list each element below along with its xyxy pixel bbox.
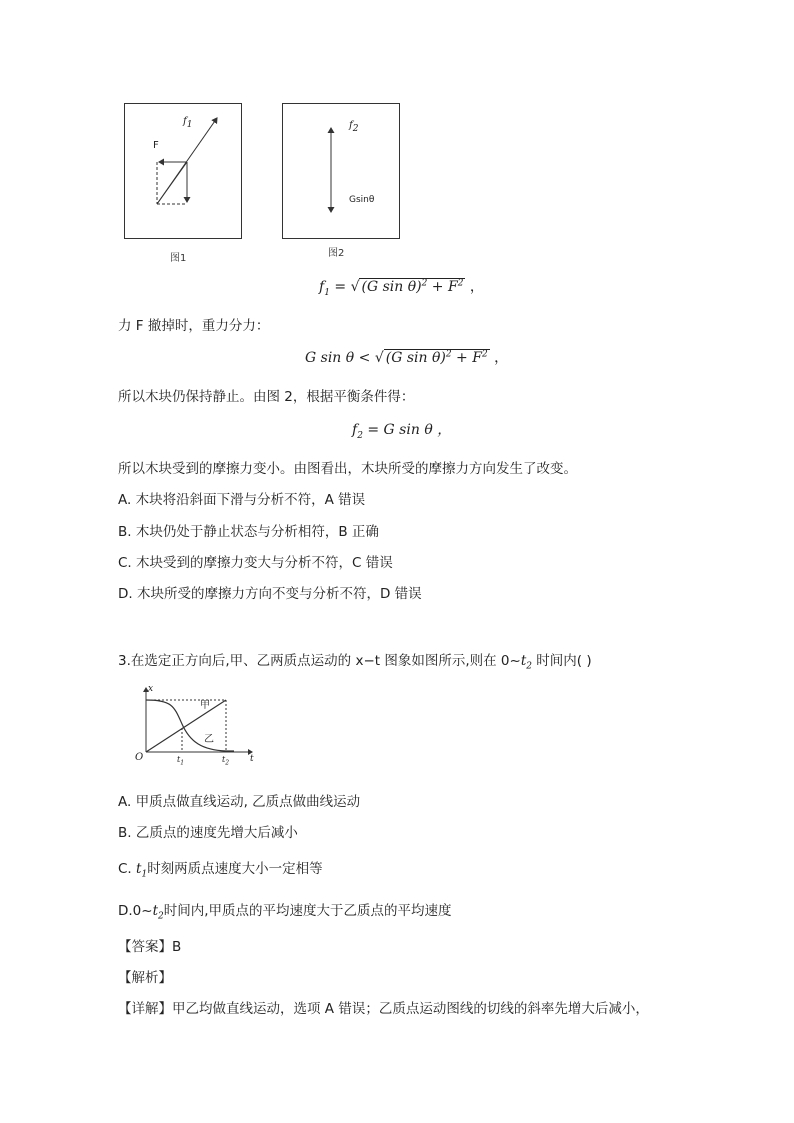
q3-option-b: B. 乙质点的速度先增大后减小 [118, 825, 298, 841]
text-friction: 所以木块受到的摩擦力变小。由图看出，木块所受的摩擦力方向发生了改变。 [118, 461, 577, 477]
sqrt-symbol-1: √ [350, 279, 360, 295]
graph-t2-sub: 2 [225, 759, 230, 767]
graph-label-jia: 甲 [200, 700, 210, 711]
analysis-heading: 【解析】 [118, 970, 172, 986]
analysis-option-a: A. 木块将沿斜面下滑与分析不符，A 错误 [118, 492, 366, 508]
formula-inequality [305, 347, 508, 367]
q3-option-c-suffix: 时刻两质点速度大小一定相等 [147, 861, 323, 877]
formula-2-sup2: 2 [481, 349, 488, 360]
q3-option-d [118, 899, 452, 922]
formula-1-eq: = [329, 279, 351, 295]
formula-1-sup1: 2 [421, 278, 428, 289]
figure-1-label-f1 [183, 116, 192, 130]
formula-1-plus: + F [427, 279, 458, 295]
figure-1-caption: 图1 [170, 253, 187, 264]
formula-1-inner: (G sin θ) [361, 279, 422, 295]
analysis-option-b: B. 木块仍处于静止状态与分析相符，B 正确 [118, 524, 379, 540]
text-static: 所以木块仍保持静止。由图 2，根据平衡条件得： [118, 389, 415, 405]
detail-text: 甲乙均做直线运动，选项 A 错误；乙质点运动图线的切线的斜率先增大后减小， [172, 1001, 649, 1017]
question-3-t: t [520, 653, 527, 669]
graph-t2 [222, 755, 229, 767]
graph-label-yi: 乙 [204, 734, 214, 745]
graph-t2-letter: t [222, 755, 226, 764]
formula-2-plus: + F [451, 350, 482, 366]
analysis-option-d: D. 木块所受的摩擦力方向不变与分析不符，D 错误 [118, 586, 422, 602]
formula-2-tail: ， [489, 350, 509, 366]
figure-2-diagram [283, 104, 399, 238]
answer-value: B [172, 939, 182, 955]
question-3-prefix: 3.在选定正方向后,甲、乙两质点运动的 x−t 图象如图所示,则在 0~ [118, 653, 521, 669]
formula-1-radicand [359, 278, 465, 295]
f2-letter: f [349, 120, 353, 131]
formula-3-lhs-sub: 2 [357, 430, 363, 441]
detail-line [118, 997, 649, 1017]
answer-line [118, 935, 181, 955]
f1-sub: 1 [186, 120, 193, 130]
question-3-suffix: 时间内( ) [532, 653, 592, 669]
figure-1-label-F: F [153, 140, 159, 151]
q3-option-d-prefix: D.0~ [118, 903, 153, 919]
formula-2-inner: (G sin θ) [385, 350, 446, 366]
formula-2-lhs: G sin θ < [305, 350, 375, 366]
figure-2-label-f2 [349, 120, 358, 134]
q3-option-c-t: t [136, 861, 142, 877]
q3-option-c-sub: 1 [141, 869, 148, 880]
question-3-t-sub: 2 [526, 661, 533, 672]
graph-t-label: t [250, 754, 254, 764]
analysis-option-c: C. 木块受到的摩擦力变大与分析不符，C 错误 [118, 555, 393, 571]
q3-option-a: A. 甲质点做直线运动, 乙质点做曲线运动 [118, 794, 361, 810]
formula-1-lhs: f [319, 279, 325, 295]
formula-1-tail: ， [465, 279, 484, 295]
graph-t1-letter: t [177, 755, 181, 764]
detail-tag: 【详解】 [118, 1001, 172, 1017]
formula-3-rhs: = G sin θ ， [362, 422, 452, 438]
text-remove-F: 力 F 撤掉时，重力分力： [118, 318, 270, 334]
xt-graph [130, 684, 260, 770]
graph-x-label: x [148, 684, 154, 694]
q3-option-d-sub: 2 [158, 911, 164, 922]
formula-2-sup1: 2 [445, 349, 452, 360]
graph-origin: O [135, 752, 144, 763]
figure-2-box [282, 103, 400, 239]
figure-2-caption: 图2 [328, 248, 345, 259]
graph-t1-sub: 1 [180, 759, 185, 767]
formula-f2 [352, 419, 451, 441]
question-3 [118, 649, 592, 672]
formula-1-lhs-sub: 1 [324, 287, 330, 298]
answer-tag: 【答案】 [118, 939, 172, 955]
q3-option-d-t: t [152, 903, 159, 919]
f1-letter: f [183, 116, 187, 127]
sqrt-symbol-2: √ [374, 350, 384, 366]
graph-t1 [177, 755, 184, 767]
q3-option-d-suffix: 时间内,甲质点的平均速度大于乙质点的平均速度 [163, 903, 452, 919]
figure-2-label-gsin: Gsinθ [349, 195, 375, 205]
xt-graph-svg [130, 684, 260, 770]
formula-3-lhs: f [352, 422, 358, 438]
q3-option-c-prefix: C. [118, 861, 137, 877]
formula-2-radicand [384, 349, 490, 366]
f2-sub: 2 [352, 124, 359, 134]
figure-1-box [124, 103, 242, 239]
formula-f1 [319, 276, 484, 298]
formula-1-sup2: 2 [457, 278, 464, 289]
q3-option-c [118, 857, 323, 880]
